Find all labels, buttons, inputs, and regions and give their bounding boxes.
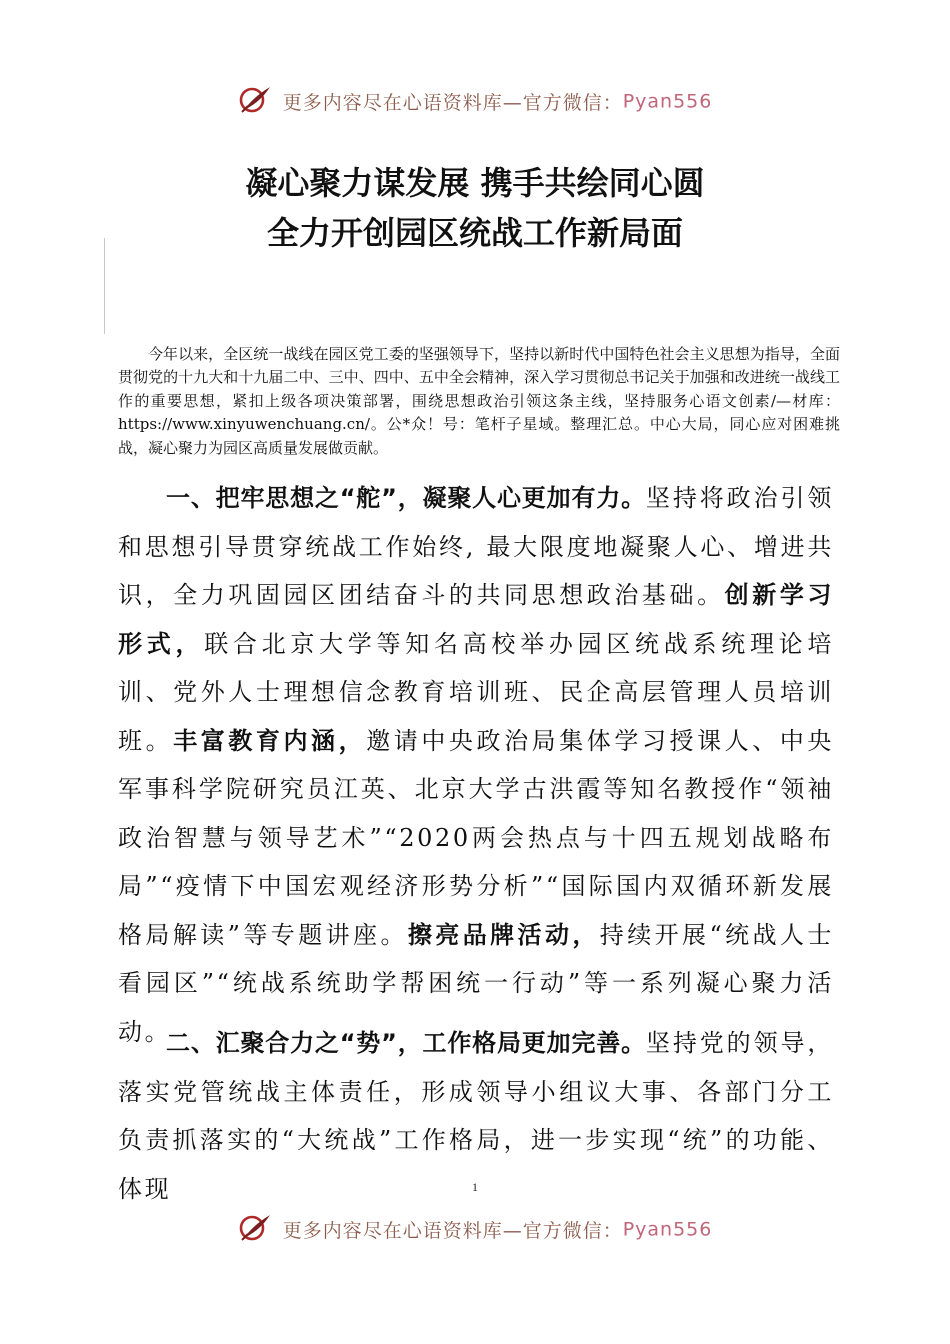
banner-wechat-id: Pyan556 — [622, 1218, 713, 1241]
section-1-text: 持续开展“统战人士看园区”“统战系统助学帮困统一行动”等一系列凝心聚力活动。 — [118, 920, 834, 1046]
section-1-text: 坚持将政治引领和思想引导贯穿统战工作始终, 最大限度地凝聚人心、增进共识，全力巩固园区团结奋斗的共同思想政治基础。 — [118, 484, 835, 609]
banner-wechat-id: Pyan556 — [622, 90, 713, 113]
section-1-subhead-1: 创新学习形式， — [118, 580, 834, 658]
section-1 — [118, 474, 834, 1056]
section-2-text: 坚持党的领导，落实党管统战主体责任，形成领导小组议大事、各部门分工负责抓落实的“大统战”工作格局，进一步实现“统”的功能、体现 — [118, 1029, 835, 1203]
section-1-text: 邀请中央政治局集体学习授课人、中央军事科学院研究员江英、北京大学古洪霞等知名教授作“领袖政治智慧与领导艺术”“2020两会热点与十四五规划战略布局”“疫情下中国宏观经济形势分析”“国际国内双循环新发展格局解读”等专题讲座。 — [118, 726, 834, 949]
page-title-line-2: 全力开创园区统战工作新局面 — [266, 214, 683, 252]
section-1-subhead-3: 擦亮品牌活动， — [407, 919, 600, 949]
banner-text: 更多内容尽在心语资料库—官方微信： — [282, 92, 623, 114]
banner-text: 更多内容尽在心语资料库—官方微信： — [282, 1220, 623, 1242]
header-banner — [0, 84, 950, 119]
page-title-line-1: 凝心聚力谋发展 携手共绘同心圆 — [245, 164, 705, 202]
footer-banner — [0, 1212, 950, 1247]
section-1-paragraph — [118, 474, 834, 1056]
page-number: 1 — [472, 1180, 478, 1194]
quill-pen-logo-icon — [238, 84, 272, 119]
section-1-heading: 一、把牢思想之“舵”，凝聚人心更加有力。 — [166, 484, 646, 512]
section-1-subhead-2: 丰富教育内涵， — [173, 725, 367, 755]
section-1-text: 联合北京大学等知名高校举办园区统战系统理论培训、党外人士理想信念教育培训班、民企高层管理人员培训班。 — [118, 629, 834, 755]
intro-paragraph: 今年以来，全区统一战线在园区党工委的坚强领导下，坚持以新时代中国特色社会主义思想为指导，全面贯彻党的十九大和十九届二中、三中、四中、五中全会精神，深入学习贯彻总书记关于加强和改进统一战线工作的重要思想，紧扣上级各项决策部署，围绕思想政治引领这条主线，坚持服务心语文创素/—材库：https://www.xinyuwenchuang.cn/。公*众！号：笔杆子星域。整理汇总。中心大局，同心应对困难挑战，凝心聚力为园区高质量发展做贡献。 — [118, 345, 840, 457]
intro-block — [118, 343, 840, 460]
section-2-heading: 二、汇聚合力之“势”，工作格局更加完善。 — [166, 1029, 646, 1057]
quill-pen-logo-icon — [238, 1212, 272, 1247]
